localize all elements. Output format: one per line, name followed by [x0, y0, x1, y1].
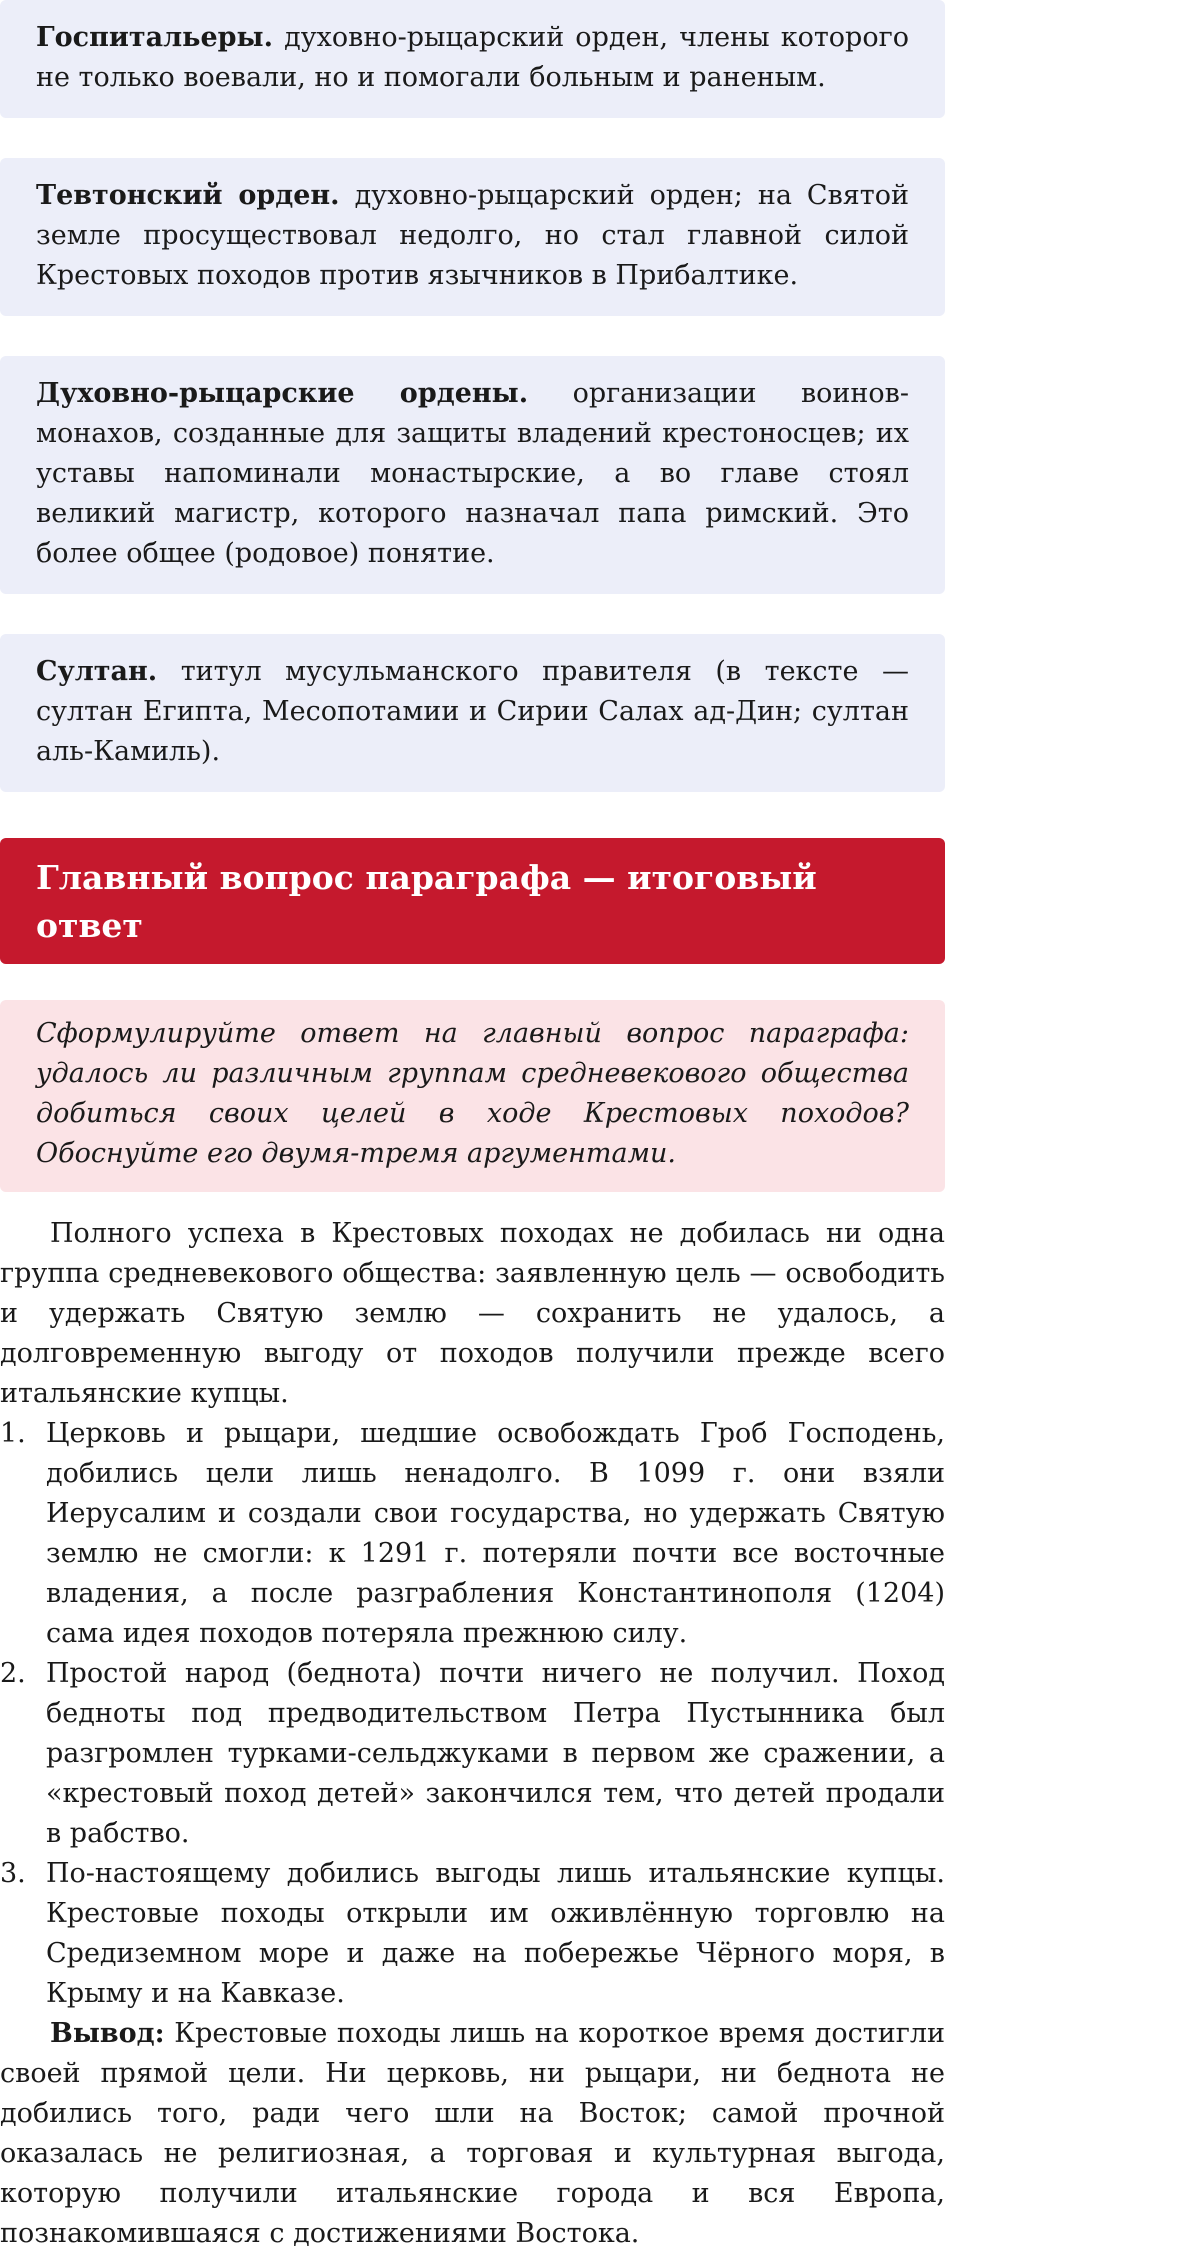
list-number: 1.	[0, 1418, 26, 1449]
conclusion	[0, 2014, 945, 2254]
task-box: Сформулируйте ответ на главный вопрос параграфа: удалось ли различным группам средневекового общества добиться своих целей в ходе Крестовых походов? Обоснуйте его двумя-тремя аргументами.	[0, 1000, 945, 1192]
list-text: По-настоящему добились выгоды лишь итальянские купцы. Крестовые походы открыли им оживлённую торговлю на Средиземном море и даже на побережье Чёрного моря, в Крыму и на Кавказе.	[46, 1858, 945, 2009]
term-text: духовно-рыцарский орден; на Святой земле просуществовал недолго, но стал главной силой Крестовых походов против язычников в Прибалтике.	[36, 180, 909, 291]
conclusion-text: Крестовые походы лишь на короткое время достигли своей прямой цели. Ни церковь, ни рыцари, ни беднота не добились того, ради чего шли на Восток; самой прочной оказалась не религиозная, а торговая и культурная выгода, которую получили итальянские города и вся Европа, познакомившаяся с достижениями Востока.	[0, 2018, 945, 2249]
term-title: Госпитальеры.	[36, 22, 273, 53]
term-text: духовно-рыцарский орден, члены которого не только воевали, но и помогали больным и раненым.	[36, 22, 909, 93]
list-item	[0, 1414, 945, 1654]
term-title: Духовно-рыцарские ордены.	[36, 378, 529, 409]
list-item	[0, 1854, 945, 2014]
term-teutonic-order	[0, 158, 945, 316]
section-banner: Главный вопрос параграфа — итоговый ответ	[0, 838, 945, 964]
term-text: организации воинов-монахов, созданные для защиты владений крестоносцев; их уставы напоминали монастырские, а во главе стоял великий магистр, которого назначал папа римский. Это более общее (родовое) понятие.	[36, 378, 909, 569]
answer-intro: Полного успеха в Крестовых походах не добилась ни одна группа средневекового общества: заявленную цель — освободить и удержать Святую землю — сохранить не удалось, а долговременную выгоду от походов получили прежде всего итальянские купцы.	[0, 1218, 945, 1409]
list-text: Простой народ (беднота) почти ничего не получил. Поход бедноты под предводительством Петра Пустынника был разгромлен турками-сельджуками в первом же сражении, а «крестовый поход детей» закончился тем, что детей продали в рабство.	[46, 1658, 945, 1849]
list-item	[0, 1654, 945, 1854]
list-text: Церковь и рыцари, шедшие освобождать Гроб Господень, добились цели лишь ненадолго. В 1099 г. они взяли Иерусалим и создали свои государства, но удержать Святую землю не смогли: к 1291 г. потеряли почти все восточные владения, а после разграбления Константинополя (1204) сама идея походов потеряла прежнюю силу.	[46, 1418, 945, 1649]
term-hospitallers	[0, 0, 945, 118]
term-text: титул мусульманского правителя (в тексте — султан Египта, Месопотамии и Сирии Салах ад-Дин; султан аль-Камиль).	[36, 656, 909, 767]
term-sultan	[0, 634, 945, 792]
term-title: Султан.	[36, 656, 158, 687]
list-number: 2.	[0, 1658, 26, 1689]
term-military-orders	[0, 356, 945, 594]
term-title: Тевтонский орден.	[36, 180, 340, 211]
list-number: 3.	[0, 1858, 26, 1889]
argument-list	[0, 1414, 945, 2014]
conclusion-label: Вывод:	[50, 2018, 165, 2049]
answer-block	[0, 1214, 945, 2254]
